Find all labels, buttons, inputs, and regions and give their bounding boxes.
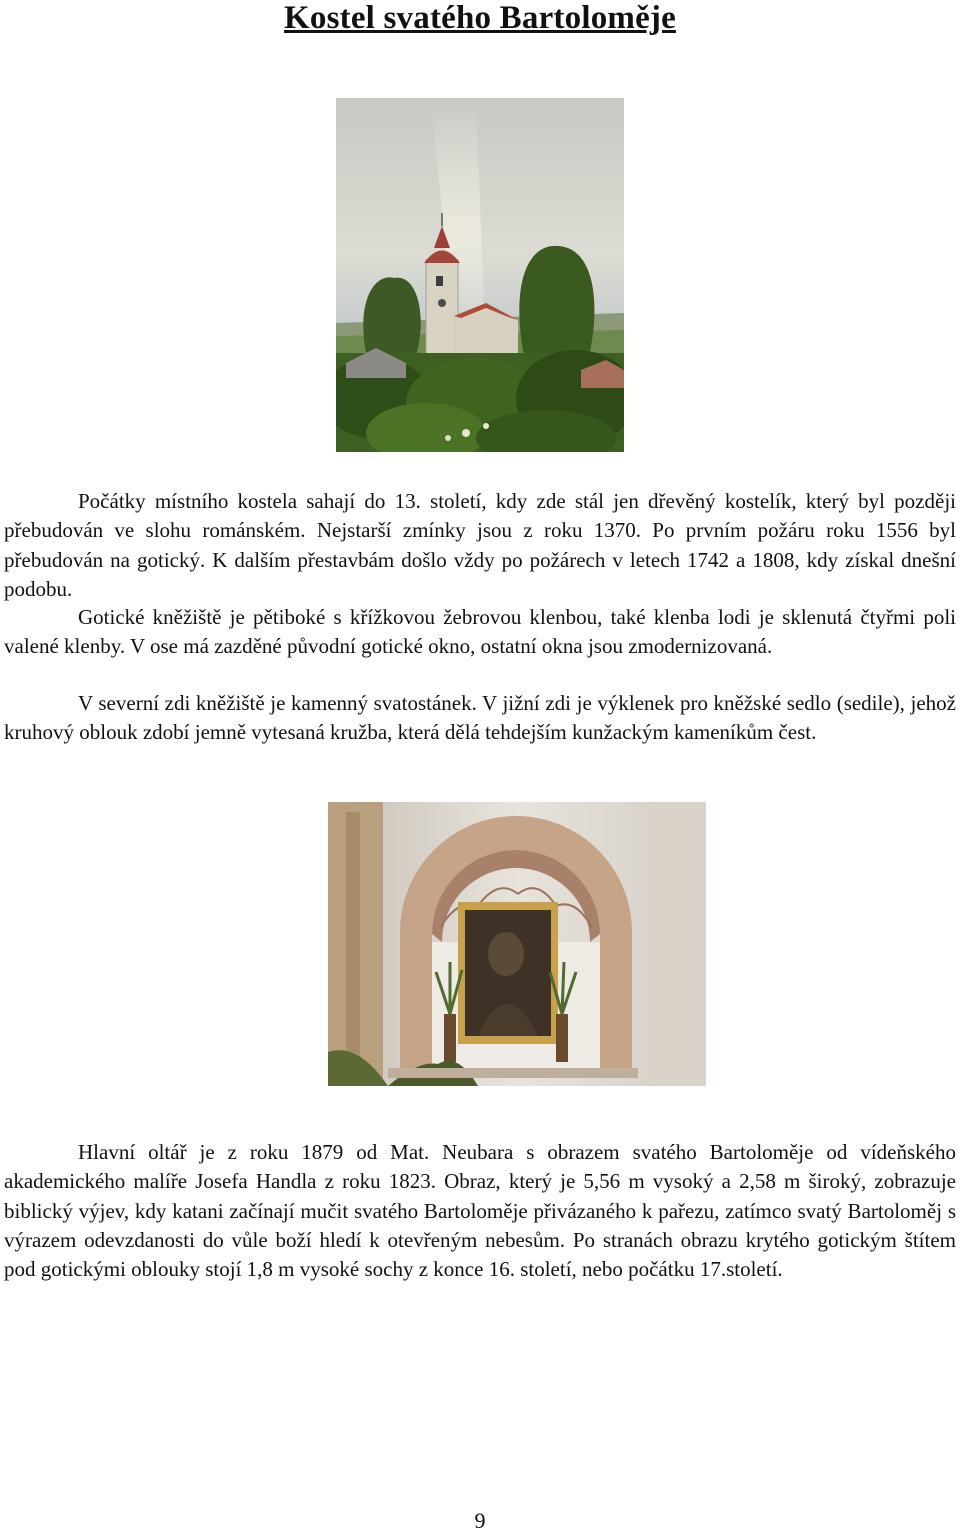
page-title: Kostel svatého Bartoloměje <box>284 0 676 36</box>
paragraph-sedile: V severní zdi kněžiště je kamenný svatostánek. V jižní zdi je výklenek pro kněžské sedlo (sedile), jehož kruhový oblouk zdobí jemně vytesaná kružba, která dělá tehdejším kunžackým kameníkům čest. <box>4 691 956 745</box>
church-photo <box>336 98 624 452</box>
page-number: 9 <box>474 1508 486 1533</box>
sedile-niche-photo <box>328 802 706 1086</box>
paragraph-main-altar: Hlavní oltář je z roku 1879 od Mat. Neubara s obrazem svatého Bartoloměje od vídeňského akademického malíře Josefa Handla z roku 1823. Obraz, který je 5,56 m vysoký a 2,58 m široký, zobrazuje biblický výjev, kdy katani začínají mučit svatého Bartoloměje přivázaného k pařezu, zatímco svatý Bartoloměj s výrazem odevzdanosti do vůle boží hledí k otevřeným nebesům. Po stranách obrazu krytého gotickým štítem pod gotickými oblouky stojí 1,8 m vysoké sochy z konce 16. století, nebo počátku 17.století. <box>4 1140 956 1282</box>
paragraph-presbytery: Gotické kněžiště je pětiboké s křížkovou žebrovou klenbou, také klenba lodi je sklenutá čtyřmi poli valené klenby. V ose má zazděné původní gotické okno, ostatní okna jsou zmodernizovaná. <box>4 605 956 659</box>
paragraph-history: Počátky místního kostela sahají do 13. století, kdy zde stál jen dřevěný kostelík, který byl později přebudován ve slohu románském. Nejstarší zmínky jsou z roku 1370. Po prvním požáru roku 1556 byl přebudován na gotický. K dalším přestavbám došlo vždy po požárech v letech 1742 a 1808, kdy získal dnešní podobu. <box>4 489 956 601</box>
